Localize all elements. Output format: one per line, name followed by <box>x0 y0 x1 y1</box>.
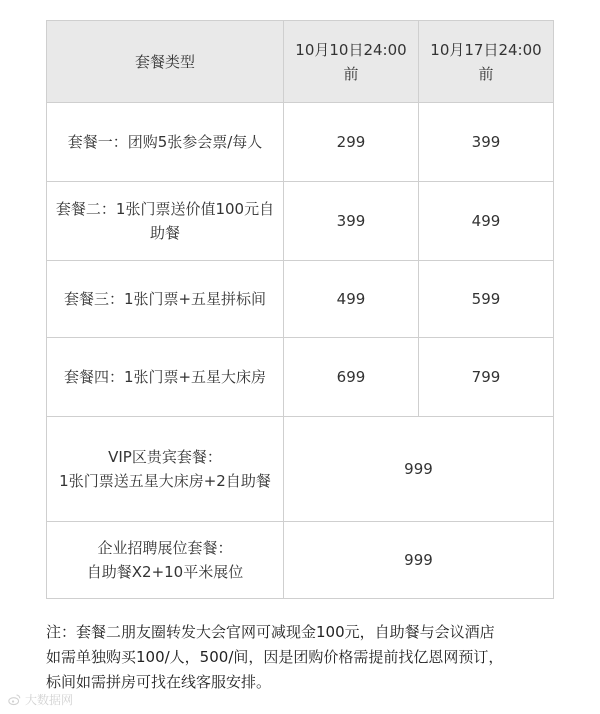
footnote <box>46 620 566 695</box>
vip-package-name <box>47 417 284 522</box>
price-late: 499 <box>419 182 554 261</box>
table-header-row <box>47 21 554 103</box>
table-row <box>47 261 554 338</box>
package-name: 套餐二：1张门票送价值100元自助餐 <box>47 182 284 261</box>
corp-package-detail: 自助餐X2+10平米展位 <box>86 563 244 581</box>
watermark-text: 大数据网 <box>25 693 74 707</box>
vip-package-title: VIP区贵宾套餐： <box>108 448 222 466</box>
vip-package-detail: 1张门票送五星大床房+2自助餐 <box>59 472 271 490</box>
package-price-table <box>46 20 554 599</box>
header-deadline-oct10: 10月10日24:00前 <box>284 21 419 103</box>
corp-package-name <box>47 522 284 599</box>
table-row <box>47 182 554 261</box>
package-name: 套餐三：1张门票+五星拼标间 <box>47 261 284 338</box>
vip-price: 999 <box>284 417 554 522</box>
header-package-type: 套餐类型 <box>47 21 284 103</box>
corp-package-title: 企业招聘展位套餐： <box>97 539 233 557</box>
package-name: 套餐四：1张门票+五星大床房 <box>47 338 284 417</box>
corp-price: 999 <box>284 522 554 599</box>
watermark <box>8 691 73 708</box>
table-row-corporate <box>47 522 554 599</box>
price-late: 599 <box>419 261 554 338</box>
table-row-vip <box>47 417 554 522</box>
price-early: 299 <box>284 103 419 182</box>
table-row <box>47 103 554 182</box>
footnote-line: 注：套餐二朋友圈转发大会官网可减现金100元，自助餐与会议酒店 <box>46 623 495 641</box>
package-name: 套餐一：团购5张参会票/每人 <box>47 103 284 182</box>
price-early: 399 <box>284 182 419 261</box>
price-early: 699 <box>284 338 419 417</box>
price-late: 799 <box>419 338 554 417</box>
weibo-icon <box>8 693 21 706</box>
footnote-line: 标间如需拼房可找在线客服安排。 <box>46 673 272 691</box>
footnote-line: 如需单独购买100/人，500/间，因是团购价格需提前找亿恩网预订， <box>46 648 504 666</box>
price-late: 399 <box>419 103 554 182</box>
header-deadline-oct17: 10月17日24:00前 <box>419 21 554 103</box>
table-row <box>47 338 554 417</box>
price-early: 499 <box>284 261 419 338</box>
